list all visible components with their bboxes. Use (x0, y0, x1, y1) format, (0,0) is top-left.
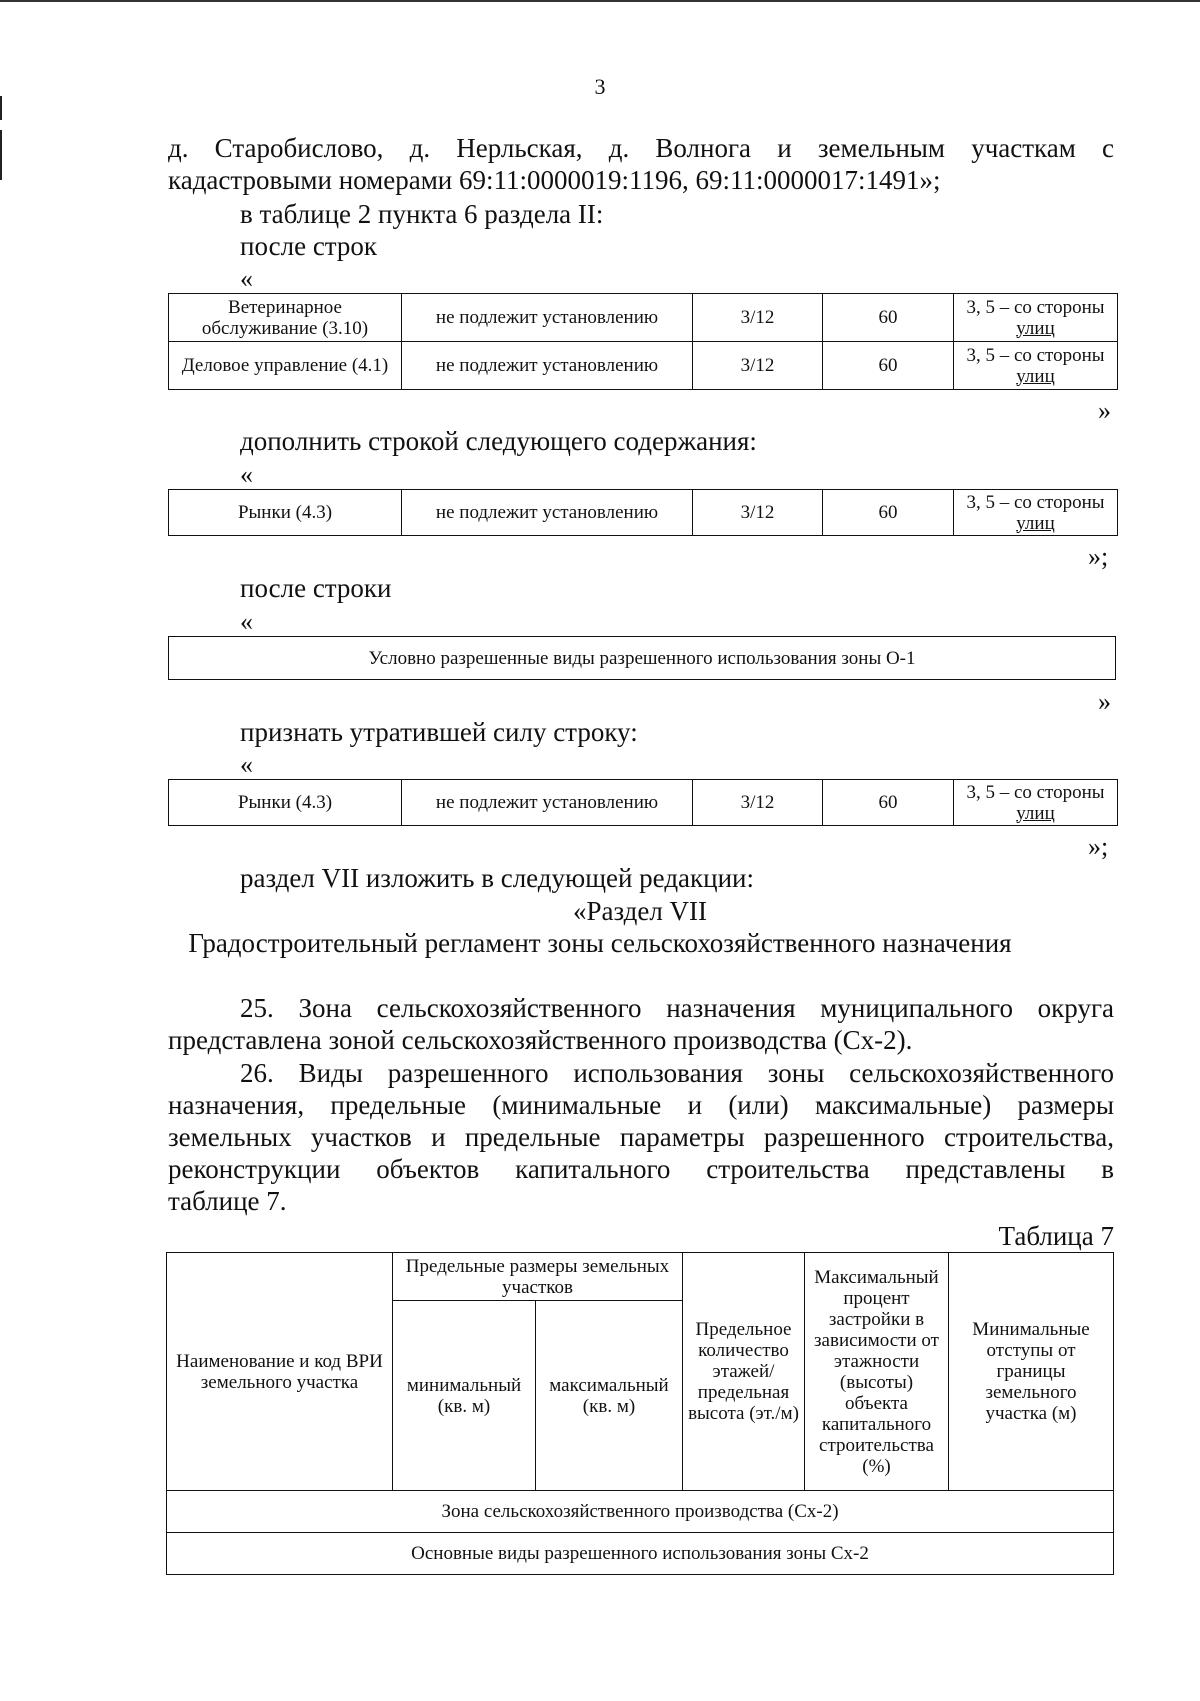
header-percent: Максимальный процент застройки в зависимости от этажности (высоты) объекта капитального строительства (%) (805, 1253, 949, 1491)
table-conditional-row (168, 636, 1116, 680)
setback-text: 3, 5 – со стороны (966, 781, 1105, 803)
open-quote: « (240, 460, 253, 489)
cell-floors: 3/12 (693, 342, 823, 390)
cell-name: Ветеринарное обслуживание (3.10) (169, 294, 402, 342)
table-7 (166, 1252, 1114, 1575)
cell-setback (954, 294, 1118, 342)
cell-setback (954, 490, 1118, 536)
cell-area: не подлежит установлению (402, 342, 693, 390)
header-min: минимальный (кв. м) (393, 1301, 536, 1491)
setback-streets: улиц (1016, 365, 1055, 387)
p26-line3: земельных участков и предельные параметры разрешенного строительства, (168, 1122, 1114, 1152)
table-row (169, 294, 1118, 342)
cell-area: не подлежит установлению (402, 780, 693, 826)
close-quote: » (1098, 687, 1111, 716)
cell-percent: 60 (823, 294, 954, 342)
para5: после строки (240, 573, 392, 603)
para6: признать утратившей силу строку: (240, 717, 638, 747)
open-quote: « (240, 750, 253, 779)
header-name: Наименование и код ВРИ земельного участка (167, 1253, 393, 1491)
header-max: максимальный (кв. м) (536, 1301, 683, 1491)
table-row (167, 1491, 1114, 1533)
table-row (167, 1533, 1114, 1575)
cell-percent: 60 (823, 490, 954, 536)
setback-text: 3, 5 – со стороны (966, 491, 1105, 513)
cell-percent: 60 (823, 780, 954, 826)
cell-name: Деловое управление (4.1) (169, 342, 402, 390)
cell-name: Рынки (4.3) (169, 490, 402, 536)
section-subtitle: Градостроительный регламент зоны сельскохозяйственного назначения (188, 928, 1012, 958)
scan-top-edge (0, 0, 1200, 2)
table-row (169, 780, 1118, 826)
p26-line2: назначения, предельные (минимальные и (или) максимальные) размеры (168, 1090, 1114, 1120)
zone-row: Зона сельскохозяйственного производства (Сх-2) (167, 1491, 1114, 1533)
open-quote: « (240, 264, 253, 293)
table-row (169, 637, 1116, 680)
para1-line1: д. Старобислово, д. Нерльская, д. Волнога и земельным участкам с (168, 133, 1114, 163)
cell-area: не подлежит установлению (402, 294, 693, 342)
table-row (169, 342, 1118, 390)
para4: дополнить строкой следующего содержания: (240, 426, 757, 456)
close-quote: »; (1088, 542, 1109, 571)
p26-line4: реконструкции объектов капитального строительства представлены в (168, 1154, 1114, 1184)
table-new-row (168, 489, 1118, 536)
para3: после строк (240, 231, 378, 261)
section-title: «Раздел VII (572, 896, 708, 926)
table-after-rows (168, 293, 1118, 390)
setback-streets: улиц (1016, 317, 1055, 339)
close-quote: »; (1088, 832, 1109, 861)
para2: в таблице 2 пункта 6 раздела II: (240, 199, 604, 229)
page-number: 3 (594, 74, 606, 99)
table-header-row (167, 1253, 1114, 1301)
p25-line2: представлена зоной сельскохозяйственного производства (Сх-2). (168, 1025, 913, 1055)
table-removed-row (168, 779, 1118, 826)
setback-text: 3, 5 – со стороны (966, 296, 1105, 318)
table-row (169, 490, 1118, 536)
cell-conditional-title: Условно разрешенные виды разрешенного использования зоны О-1 (169, 637, 1116, 680)
p26-line1: 26. Виды разрешенного использования зоны сельскохозяйственного (240, 1058, 1114, 1088)
header-sizes: Предельные размеры земельных участков (393, 1253, 683, 1301)
p26-line5: таблице 7. (168, 1186, 287, 1216)
close-quote: » (1098, 396, 1111, 425)
para7: раздел VII изложить в следующей редакции: (240, 863, 755, 893)
setback-streets: улиц (1016, 512, 1055, 534)
cell-setback (954, 780, 1118, 826)
para1-line2: кадастровыми номерами 69:11:0000019:1196, 69:11:0000017:1491»; (168, 165, 941, 195)
cell-name: Рынки (4.3) (169, 780, 402, 826)
header-floors: Предельное количество этажей/ предельная высота (эт./м) (683, 1253, 805, 1491)
cell-floors: 3/12 (693, 780, 823, 826)
table7-label: Таблица 7 (998, 1221, 1114, 1251)
p25-line1: 25. Зона сельскохозяйственного назначения муниципального округа (240, 993, 1114, 1023)
open-quote: « (240, 607, 253, 636)
main-uses-row: Основные виды разрешенного использования зоны Сх-2 (167, 1533, 1114, 1575)
cell-setback (954, 342, 1118, 390)
cell-floors: 3/12 (693, 490, 823, 536)
header-setback: Минимальные отступы от границы земельного участка (м) (949, 1253, 1114, 1491)
cell-percent: 60 (823, 342, 954, 390)
scan-left-mark (0, 130, 2, 180)
setback-text: 3, 5 – со стороны (966, 344, 1105, 366)
setback-streets: улиц (1016, 802, 1055, 824)
cell-floors: 3/12 (693, 294, 823, 342)
cell-area: не подлежит установлению (402, 490, 693, 536)
